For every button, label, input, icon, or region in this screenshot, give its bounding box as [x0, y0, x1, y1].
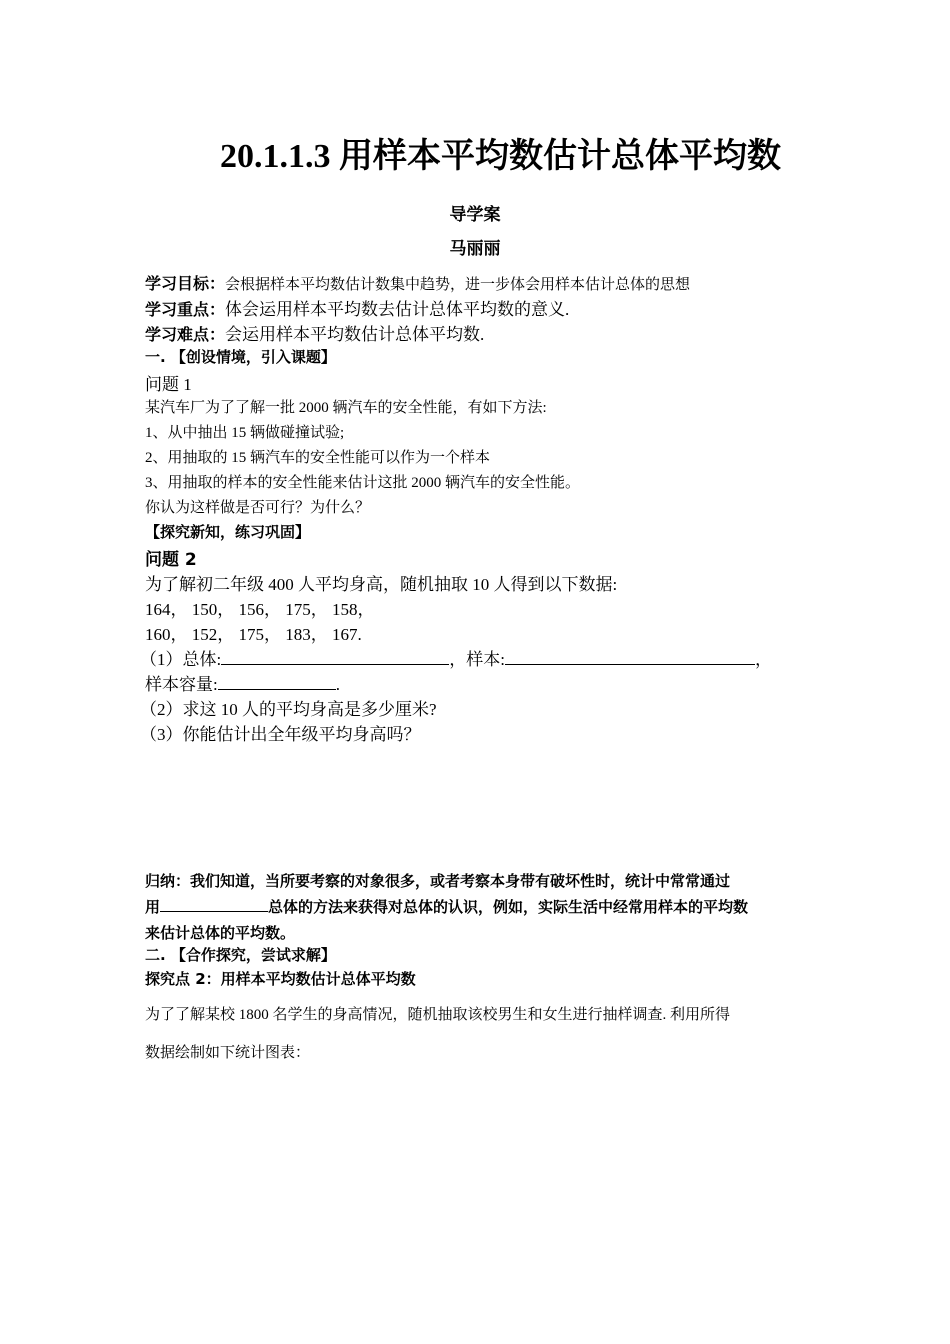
goal-label: 学习目标： — [145, 274, 226, 293]
difficulty-text: 会运用样本平均数估计总体平均数. — [225, 325, 485, 344]
learning-key-point — [145, 295, 810, 320]
summary-line-1: 归纳：我们知道，当所要考察的对象很多，或者考察本身带有破坏性时，统计中常常通过 — [145, 872, 731, 890]
summary-use-word: 用 — [145, 898, 161, 916]
summary-answer-blank[interactable] — [160, 896, 268, 912]
explore2-line: 数据绘制如下统计图表： — [145, 1045, 311, 1061]
q2-data-row: 164， 150， 156， 175， 158， — [145, 600, 375, 619]
q2-data-row: 160， 152， 175， 183， 167. — [145, 625, 362, 644]
doc-subtitle: 导学案 — [449, 205, 501, 225]
sample-size-period: . — [335, 675, 340, 694]
q1-line: 1、从中抽出 15 辆做碰撞试验; — [145, 425, 345, 441]
summary-paragraph — [145, 868, 815, 946]
q1-line: 你认为这样做是否可行？为什么？ — [145, 500, 371, 516]
q2-part1-sample-label: ，样本: — [449, 650, 505, 669]
summary-line-3: 来估计总体的平均数。 — [145, 924, 296, 942]
q1-line: 某汽车厂为了了解一批 2000 辆汽车的安全性能，有如下方法: — [145, 400, 547, 416]
section1-heading: 一. 【创设情境，引入课题】 — [145, 348, 336, 366]
sample-size-label: 样本容量: — [145, 675, 218, 694]
page-title: 20.1.1.3 用样本平均数估计总体平均数 — [220, 138, 781, 175]
summary-line-2-text: 总体的方法来获得对总体的认识，例如，实际生活中经常用样本的平均数 — [268, 898, 749, 916]
population-answer-blank[interactable] — [221, 649, 449, 665]
difficulty-label: 学习难点： — [145, 325, 226, 344]
sample-size-answer-blank[interactable] — [218, 674, 336, 690]
doc-author: 马丽丽 — [449, 239, 501, 259]
section2-heading: 二. 【合作探究，尝试求解】 — [145, 946, 336, 964]
learning-difficulty — [145, 320, 810, 345]
explore-heading: 【探究新知，练习巩固】 — [145, 523, 311, 541]
key-text: 体会运用样本平均数去估计总体平均数的意义. — [225, 300, 570, 319]
sample-answer-blank[interactable] — [505, 649, 755, 665]
q1-line: 2、用抽取的 15 辆汽车的安全性能可以作为一个样本 — [145, 450, 491, 466]
explore2-heading: 探究点 2：用样本平均数估计总体平均数 — [145, 970, 416, 988]
q2-part1 — [140, 645, 805, 670]
q2-intro: 为了解初二年级 400 人平均身高，随机抽取 10 人得到以下数据: — [145, 575, 618, 594]
learning-goal — [145, 271, 810, 294]
q2-title: 问题 2 — [145, 550, 197, 570]
explore2-line: 为了了解某校 1800 名学生的身高情况，随机抽取该校男生和女生进行抽样调查. 利用所得 — [145, 1007, 731, 1023]
q2-part3: （3）你能估计出全年级平均身高吗？ — [140, 725, 421, 744]
q2-part1-comma: ， — [754, 650, 772, 669]
summary-line-2 — [145, 894, 815, 920]
q2-sample-size — [145, 670, 810, 695]
q2-part2: （2）求这 10 人的平均身高是多少厘米? — [140, 700, 437, 719]
q1-line: 3、用抽取的样本的安全性能来估计这批 2000 辆汽车的安全性能。 — [145, 475, 581, 491]
key-label: 学习重点： — [145, 300, 226, 319]
goal-text: 会根据样本平均数估计数集中趋势，进一步体会用样本估计总体的思想 — [225, 277, 691, 293]
q1-title: 问题 1 — [145, 375, 192, 394]
q2-part1-population-label: （1）总体: — [140, 650, 222, 669]
